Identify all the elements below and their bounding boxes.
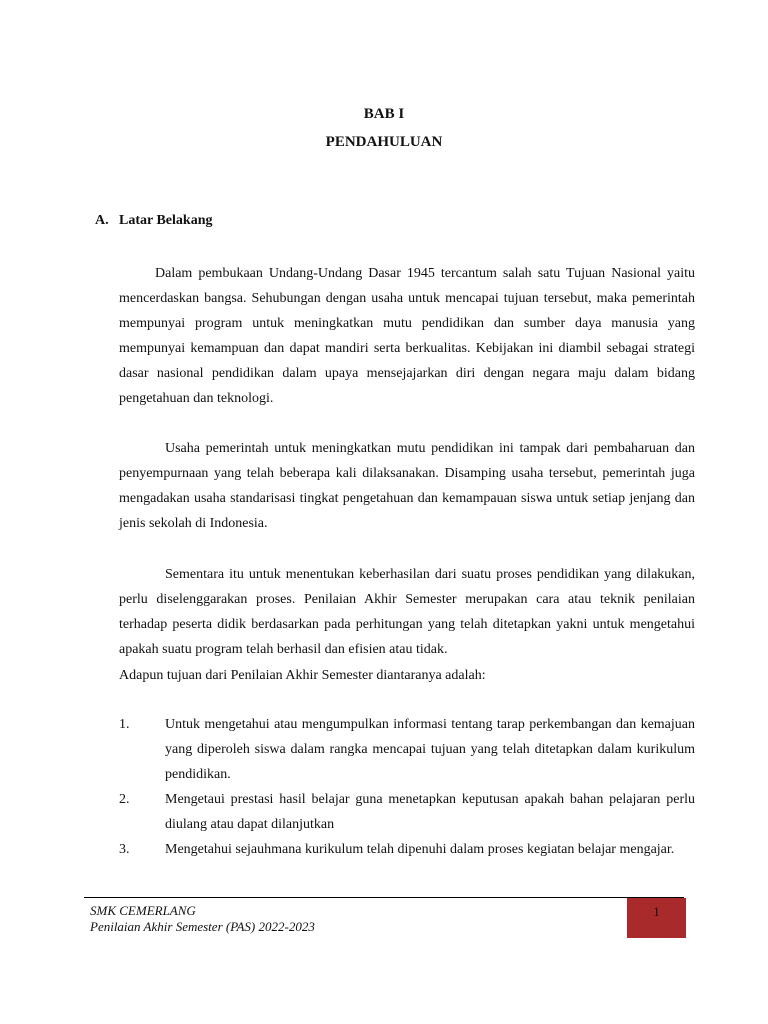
footer-divider xyxy=(84,897,684,898)
list-item-text: Mengetahui sejauhmana kurikulum telah dipenuhi dalam proses kegiatan belajar mengajar. xyxy=(165,842,675,857)
list-item-number: 1. xyxy=(119,717,130,732)
footer-subtitle: Penilaian Akhir Semester (PAS) 2022-2023 xyxy=(90,919,315,934)
section-letter: A. xyxy=(95,213,109,228)
list-item-text: Mengetaui prestasi hasil belajar guna menetapkan keputusan apakah bahan pelajaran perlu diulang atau dapat dilanjutkan xyxy=(165,792,695,832)
objectives-list xyxy=(119,712,695,862)
page-number-box xyxy=(627,898,686,938)
paragraph-1: Dalam pembukaan Undang-Undang Dasar 1945 tercantum salah satu Tujuan Nasional yaitu mencerdaskan bangsa. Sehubungan dengan usaha untuk mencapai tujuan tersebut, maka pemerintah mempunyai program untuk meningkatkan mutu pendidikan dan sumber daya manusia yang mempunyai kemampuan dan dapat mandiri serta berkualitas. Kebijakan ini diambil sebagai strategi dasar nasional pendidikan dalam upaya mensejajarkan diri dengan negara maju dalam bidang pengetahuan dan teknologi. xyxy=(119,266,695,406)
footer-school: SMK CEMERLANG xyxy=(90,903,196,918)
paragraph-2: Usaha pemerintah untuk meningkatkan mutu pendidikan ini tampak dari pembaharuan dan penyempurnaan yang telah beberapa kali dilaksanakan. Disamping usaha tersebut, pemerintah juga mengadakan usaha standarisasi tingkat pengetahuan dan kemampauan siswa untuk setiap jenjang dan jenis sekolah di Indonesia. xyxy=(119,441,695,531)
list-item-number: 2. xyxy=(119,792,130,807)
section-title: Latar Belakang xyxy=(119,213,213,228)
list-item-number: 3. xyxy=(119,842,130,857)
paragraph-3: Sementara itu untuk menentukan keberhasilan dari suatu proses pendidikan yang dilakukan, perlu diselenggarakan proses. Penilaian Akhir Semester merupakan cara atau teknik penilaian terhadap peserta didik berdasarkan pada perhitungan yang telah ditetapkan yakni untuk mengetahui apakah suatu program telah berhasil dan efisien atau tidak. xyxy=(119,567,695,657)
section-heading xyxy=(95,213,212,229)
footer xyxy=(90,903,315,935)
list-item xyxy=(119,787,695,837)
chapter-heading: BAB I xyxy=(363,106,405,122)
paragraph-4: Adapun tujuan dari Penilaian Akhir Semester diantaranya adalah: xyxy=(119,668,486,683)
list-item xyxy=(119,837,695,862)
list-item xyxy=(119,712,695,787)
list-item-text: Untuk mengetahui atau mengumpulkan informasi tentang tarap perkembangan dan kemajuan yang diperoleh siswa dalam rangka mencapai tujuan yang telah ditetapkan dalam kurikulum pendidikan. xyxy=(165,717,695,782)
chapter-title: PENDAHULUAN xyxy=(325,134,443,150)
page-number: 1 xyxy=(653,904,660,919)
